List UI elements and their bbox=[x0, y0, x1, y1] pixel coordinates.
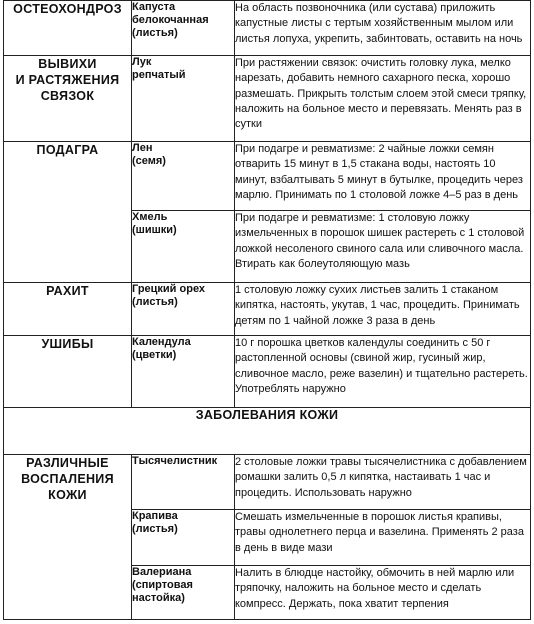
disease-cell: ВЫВИХИ И РАСТЯЖЕНИЯ СВЯЗОК bbox=[4, 56, 132, 142]
table-row bbox=[4, 336, 531, 408]
recipe-cell: Смешать измельченные в порошок листья крапивы, травы однолетнего перца и вазелина. Применять 2 раза в день в виде мази bbox=[235, 510, 531, 566]
disease-cell: РАЗЛИЧНЫЕ ВОСПАЛЕНИЯ КОЖИ bbox=[4, 455, 132, 620]
table-row bbox=[4, 1, 531, 56]
remedies-table-page bbox=[3, 0, 530, 622]
plant-cell: Капуста белокочанная (листья) bbox=[132, 1, 235, 56]
plant-cell: Лук репчатый bbox=[132, 56, 235, 142]
plant-cell: Календула (цветки) bbox=[132, 336, 235, 408]
recipe-cell: Налить в блюдце настойку, обмочить в ней марлю или тряпочку, наложить на больное место и сделать компресс. Держать, пока хватит терпения bbox=[235, 566, 531, 620]
disease-cell: УШИБЫ bbox=[4, 336, 132, 408]
disease-cell: ПОДАГРА bbox=[4, 142, 132, 283]
recipe-cell: При подагре и ревматизме: 1 столовую ложку измельченных в порошок шишек растереть с 1 столовой ложкой несоленого свиного сала или сливочного масла. Втирать как болеутоляющую мазь bbox=[235, 211, 531, 283]
recipe-cell: При растяжении связок: очистить головку лука, мелко нарезать, добавить немного сахарного песка, хорошо размешать. Прикрыть толстым слоем этой смеси тряпку, наложить на больное место и перевязать. Менять раз в сутки bbox=[235, 56, 531, 142]
plant-cell: Хмель (шишки) bbox=[132, 211, 235, 283]
recipe-cell: 1 столовую ложку сухих листьев залить 1 стаканом кипятка, настоять, укутав, 1 час, процедить. Принимать детям по 1 чайной ложке 3 раза в день bbox=[235, 283, 531, 336]
plant-cell: Крапива (листья) bbox=[132, 510, 235, 566]
recipe-cell: 2 столовые ложки травы тысячелистника с добавлением ромашки залить 0,5 л кипятка, настаивать 1 час и процедить. Использовать наружно bbox=[235, 455, 531, 510]
table-row bbox=[4, 283, 531, 336]
table-row bbox=[4, 455, 531, 510]
plant-cell: Лен (семя) bbox=[132, 142, 235, 211]
plant-cell: Валериана (спиртовая настойка) bbox=[132, 566, 235, 620]
recipe-cell: 10 г порошка цветков календулы соединить с 50 г растопленной основы (свиной жир, гусиный жир, сливочное масло, реже вазелин) и тщательно растереть. Употреблять наружно bbox=[235, 336, 531, 408]
plant-cell: Грецкий орех (листья) bbox=[132, 283, 235, 336]
table-row bbox=[4, 56, 531, 142]
section-header-row bbox=[4, 408, 531, 455]
disease-cell: РАХИТ bbox=[4, 283, 132, 336]
disease-cell: ОСТЕОХОНДРОЗ bbox=[4, 1, 132, 56]
table-row bbox=[4, 142, 531, 211]
recipe-cell: При подагре и ревматизме: 2 чайные ложки семян отварить 15 минут в 1,5 стакана воды, настоять 10 минут, взбалтывать 5 минут в бутылке, процедить через марлю. Принимать по 1 столовой ложке 4–5 раз в день bbox=[235, 142, 531, 211]
recipe-cell: На область позвоночника (или сустава) приложить капустные листы с тертым хозяйственным мылом или листья лопуха, укрепить, забинтовать, оставить на ночь bbox=[235, 1, 531, 56]
section-title: ЗАБОЛЕВАНИЯ КОЖИ bbox=[4, 408, 531, 455]
plant-cell: Тысячелистник bbox=[132, 455, 235, 510]
remedies-table bbox=[3, 0, 531, 620]
